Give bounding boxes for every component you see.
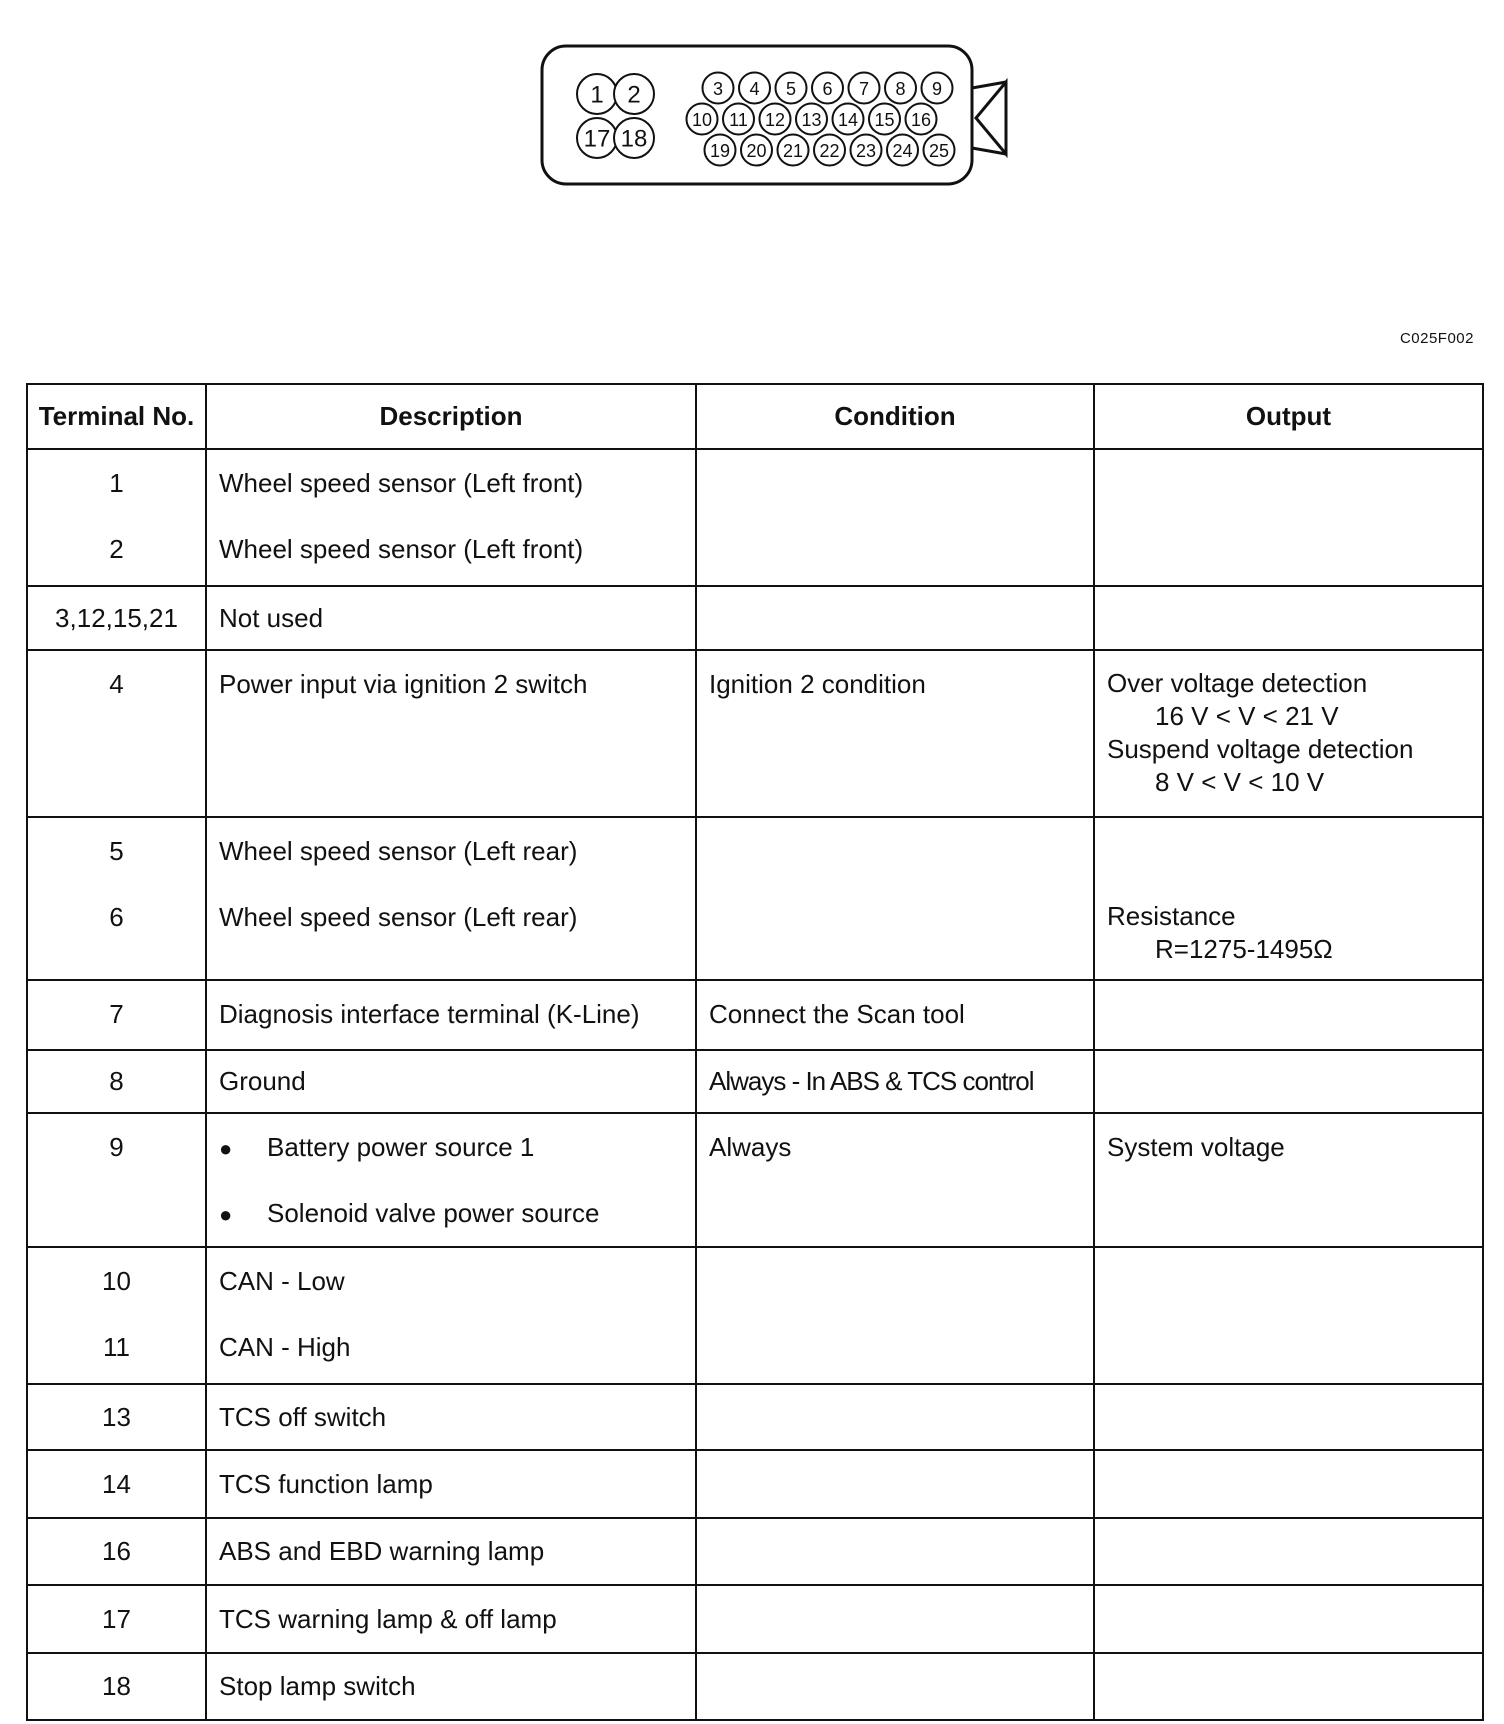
output-cell bbox=[1094, 1384, 1483, 1450]
table-row bbox=[27, 1247, 1483, 1384]
condition-text: Always - In ABS & TCS control bbox=[709, 1066, 1034, 1096]
description-cell bbox=[206, 980, 696, 1050]
table-header-row bbox=[27, 384, 1483, 449]
output-cell bbox=[1094, 1585, 1483, 1653]
output-cell bbox=[1094, 1518, 1483, 1585]
description-text: Power input via ignition 2 switch bbox=[219, 669, 588, 699]
terminal-number: 5 bbox=[109, 836, 124, 866]
pin-number: 22 bbox=[819, 141, 840, 161]
output-cell bbox=[1094, 1653, 1483, 1720]
header-condition: Condition bbox=[696, 384, 1094, 449]
output-cell bbox=[1094, 817, 1483, 980]
pin-number: 21 bbox=[782, 141, 804, 161]
bullet-item bbox=[219, 1114, 683, 1180]
table-row bbox=[27, 1384, 1483, 1450]
table-row bbox=[27, 650, 1483, 817]
pin-number: 17 bbox=[583, 125, 611, 153]
pin-number: 18 bbox=[620, 125, 648, 153]
description-text: Stop lamp switch bbox=[219, 1671, 416, 1701]
description-text: Solenoid valve power source bbox=[267, 1198, 600, 1228]
table-row bbox=[27, 449, 1483, 586]
condition-cell bbox=[696, 1247, 1094, 1384]
description-text: ABS and EBD warning lamp bbox=[219, 1536, 545, 1566]
pin-number: 24 bbox=[892, 141, 913, 161]
table-row bbox=[27, 1050, 1483, 1113]
pin-number: 25 bbox=[928, 141, 950, 161]
bullet-icon: ● bbox=[219, 1136, 233, 1161]
output-cell bbox=[1094, 1247, 1483, 1384]
output-text: 16 V < V < 21 V bbox=[1155, 701, 1339, 731]
description-cell bbox=[206, 1113, 696, 1247]
terminal-number: 3,12,15,21 bbox=[55, 603, 178, 633]
pin-number: 3 bbox=[712, 79, 724, 99]
pin-number: 2 bbox=[627, 81, 641, 109]
output-text: Suspend voltage detection bbox=[1107, 734, 1414, 764]
description-cell bbox=[206, 1518, 696, 1585]
terminal-number: 13 bbox=[102, 1402, 131, 1432]
description-text: Wheel speed sensor (Left front) bbox=[219, 534, 584, 564]
terminal-number: 16 bbox=[102, 1536, 131, 1566]
condition-text: Ignition 2 condition bbox=[709, 669, 926, 699]
figure-code: C025F002 bbox=[1399, 330, 1474, 347]
description-text: TCS warning lamp & off lamp bbox=[219, 1604, 557, 1634]
pin-number: 11 bbox=[729, 110, 748, 130]
output-text: Over voltage detection bbox=[1107, 668, 1368, 698]
terminal-cell bbox=[27, 449, 206, 586]
condition-cell bbox=[696, 1653, 1094, 1720]
bullet-icon: ● bbox=[219, 1202, 233, 1227]
description-cell bbox=[206, 1585, 696, 1653]
table-row bbox=[27, 1653, 1483, 1720]
terminal-number: 17 bbox=[102, 1604, 131, 1634]
header-terminal-no: Terminal No. bbox=[27, 384, 206, 449]
table-row bbox=[27, 1518, 1483, 1585]
terminal-cell bbox=[27, 817, 206, 980]
terminal-cell bbox=[27, 1384, 206, 1450]
pin-number: 23 bbox=[855, 141, 877, 161]
condition-cell bbox=[696, 1450, 1094, 1518]
terminal-cell bbox=[27, 1247, 206, 1384]
pin-number: 15 bbox=[874, 110, 895, 130]
output-text: R=1275-1495Ω bbox=[1155, 934, 1333, 964]
pin-number: 14 bbox=[837, 110, 859, 130]
table-row bbox=[27, 817, 1483, 980]
terminal-number: 18 bbox=[102, 1671, 131, 1701]
description-cell bbox=[206, 650, 696, 817]
terminal-cell bbox=[27, 1113, 206, 1247]
terminal-cell bbox=[27, 1050, 206, 1113]
connector-key-tab bbox=[976, 82, 1006, 154]
condition-cell bbox=[696, 1384, 1094, 1450]
connector-diagram bbox=[540, 44, 1010, 194]
condition-cell bbox=[696, 449, 1094, 586]
pin-number: 13 bbox=[801, 110, 822, 130]
description-text: Battery power source 1 bbox=[267, 1132, 535, 1162]
description-text: TCS function lamp bbox=[219, 1469, 433, 1499]
table-row bbox=[27, 1113, 1483, 1247]
terminal-number: 9 bbox=[109, 1132, 124, 1162]
terminal-number: 4 bbox=[109, 669, 124, 699]
output-cell bbox=[1094, 449, 1483, 586]
description-cell bbox=[206, 449, 696, 586]
terminal-cell bbox=[27, 650, 206, 817]
terminal-number: 8 bbox=[109, 1066, 124, 1096]
output-cell bbox=[1094, 1113, 1483, 1247]
header-output: Output bbox=[1094, 384, 1483, 449]
header-description: Description bbox=[206, 384, 696, 449]
description-cell bbox=[206, 1653, 696, 1720]
condition-cell bbox=[696, 1585, 1094, 1653]
terminal-number: 7 bbox=[109, 999, 124, 1029]
condition-text: Connect the Scan tool bbox=[709, 999, 965, 1029]
pin-number: 9 bbox=[931, 79, 943, 99]
terminal-table bbox=[26, 383, 1484, 1721]
description-text: CAN - High bbox=[219, 1332, 351, 1362]
output-cell bbox=[1094, 1050, 1483, 1113]
description-text: Diagnosis interface terminal (K-Line) bbox=[219, 999, 640, 1029]
pin-number: 7 bbox=[858, 79, 870, 99]
condition-cell bbox=[696, 817, 1094, 980]
output-cell bbox=[1094, 980, 1483, 1050]
terminal-number: 2 bbox=[109, 534, 124, 564]
description-text: Wheel speed sensor (Left front) bbox=[219, 468, 584, 498]
pin-number: 19 bbox=[709, 141, 731, 161]
pin-number: 8 bbox=[895, 79, 906, 99]
description-cell bbox=[206, 817, 696, 980]
pin-number: 16 bbox=[910, 110, 932, 130]
bullet-item bbox=[219, 1180, 683, 1246]
description-text: Ground bbox=[219, 1066, 306, 1096]
pin-number: 4 bbox=[749, 79, 760, 99]
description-cell bbox=[206, 1384, 696, 1450]
condition-cell bbox=[696, 650, 1094, 817]
table-row bbox=[27, 586, 1483, 650]
condition-text: Always bbox=[709, 1132, 792, 1162]
condition-cell bbox=[696, 980, 1094, 1050]
terminal-cell bbox=[27, 1450, 206, 1518]
terminal-number: 6 bbox=[109, 902, 124, 932]
pin-number: 6 bbox=[822, 79, 833, 99]
table-row bbox=[27, 1585, 1483, 1653]
pin-number: 20 bbox=[746, 141, 767, 161]
output-cell bbox=[1094, 586, 1483, 650]
table-row bbox=[27, 980, 1483, 1050]
pin-number: 1 bbox=[590, 81, 604, 109]
terminal-cell bbox=[27, 586, 206, 650]
description-cell bbox=[206, 586, 696, 650]
condition-cell bbox=[696, 586, 1094, 650]
terminal-number: 14 bbox=[102, 1469, 131, 1499]
output-cell bbox=[1094, 650, 1483, 817]
description-text: Wheel speed sensor (Left rear) bbox=[219, 902, 578, 932]
pin-number: 5 bbox=[785, 79, 797, 99]
output-cell bbox=[1094, 1450, 1483, 1518]
terminal-number: 1 bbox=[109, 468, 124, 498]
terminal-cell bbox=[27, 1653, 206, 1720]
description-cell bbox=[206, 1050, 696, 1113]
description-text: CAN - Low bbox=[219, 1266, 345, 1296]
condition-cell bbox=[696, 1050, 1094, 1113]
description-text: Not used bbox=[219, 603, 324, 633]
output-text: System voltage bbox=[1107, 1132, 1285, 1162]
description-text: TCS off switch bbox=[219, 1402, 387, 1432]
table-row bbox=[27, 1450, 1483, 1518]
pin-number: 12 bbox=[764, 110, 786, 130]
terminal-cell bbox=[27, 980, 206, 1050]
pin-number: 10 bbox=[691, 110, 713, 130]
description-cell bbox=[206, 1247, 696, 1384]
condition-cell bbox=[696, 1113, 1094, 1247]
terminal-number: 10 bbox=[102, 1266, 131, 1296]
description-cell bbox=[206, 1450, 696, 1518]
terminal-number: 11 bbox=[103, 1332, 130, 1362]
output-text: Resistance bbox=[1107, 901, 1236, 931]
description-text: Wheel speed sensor (Left rear) bbox=[219, 836, 578, 866]
terminal-cell bbox=[27, 1518, 206, 1585]
output-text: 8 V < V < 10 V bbox=[1155, 767, 1325, 797]
condition-cell bbox=[696, 1518, 1094, 1585]
terminal-cell bbox=[27, 1585, 206, 1653]
